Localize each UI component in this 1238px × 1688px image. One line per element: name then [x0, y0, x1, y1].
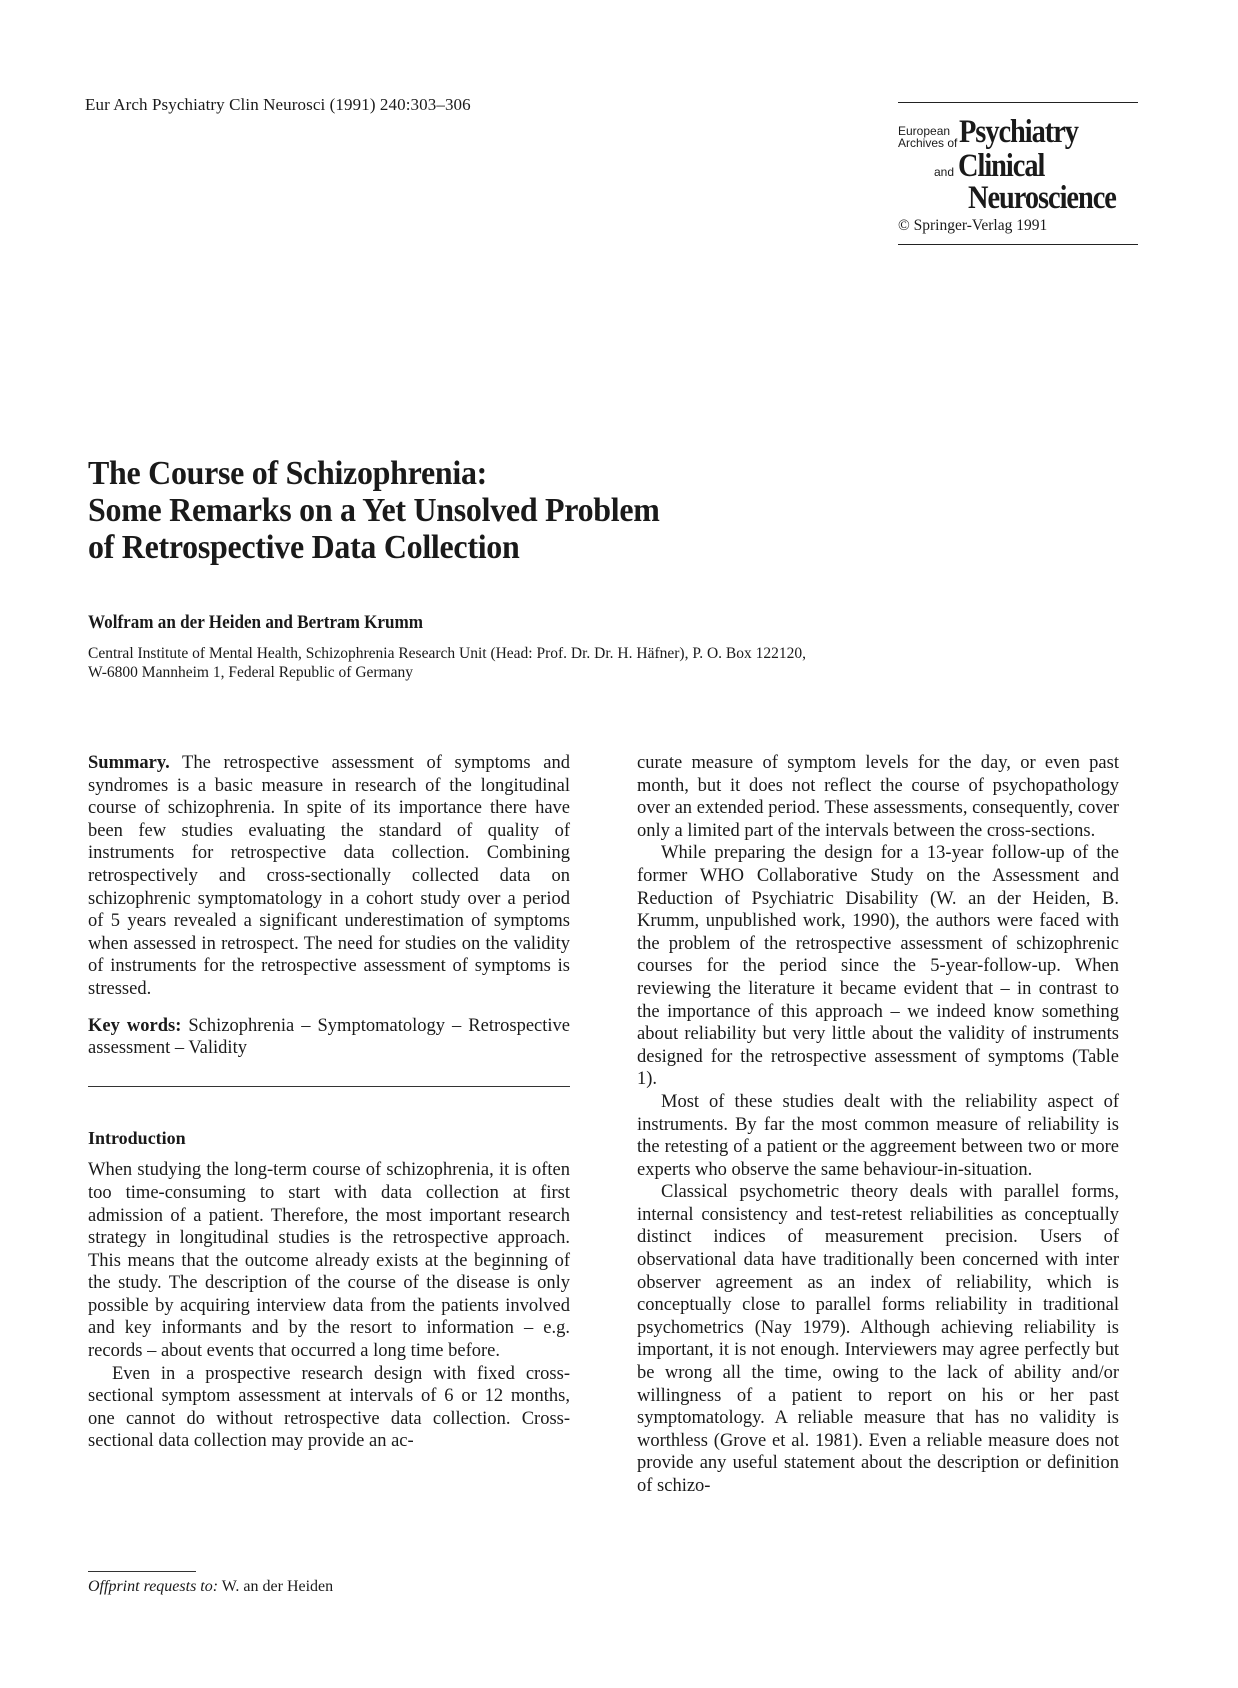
article-title — [88, 455, 696, 566]
keywords-text: Schizophrenia – Symptomatology – Retrospective assessment – Validity — [88, 1015, 570, 1059]
authors: Wolfram an der Heiden and Bertram Krumm — [88, 612, 424, 633]
summary-label: Summary. — [88, 753, 170, 773]
body-paragraph: curate measure of symptom levels for the day, or even past month, but it does not reflect the course of psychopathology over an extended period. These assessments, consequently, cover only a limited part of the intervals between the cross-sections. — [637, 753, 1119, 841]
introduction-heading: Introduction — [88, 1127, 186, 1148]
masthead-neuroscience: Neuroscience — [968, 180, 1116, 216]
footnote-rule — [88, 1571, 196, 1572]
affiliation-line: W-6800 Mannheim 1, Federal Republic of Germany — [88, 664, 413, 681]
title-line: Some Remarks on a Yet Unsolved Problem — [88, 492, 660, 529]
right-column — [637, 752, 1119, 1498]
body-paragraph: Even in a prospective research design with fixed cross-sectional symptom assessment at intervals of 6 or 12 months, one cannot do without retrospective data collection. Cross-sectional data collection may provide an ac- — [88, 1363, 570, 1452]
affiliation — [88, 644, 1048, 682]
masthead-psychiatry: Psychiatry — [959, 114, 1079, 150]
copyright-notice: © Springer-Verlag 1991 — [898, 217, 1048, 234]
footnote-text: W. an der Heiden — [218, 1578, 334, 1595]
body-paragraph: Most of these studies dealt with the reliability aspect of instruments. By far the most common measure of reliability is the retesting of a patient or the aggreement between two or more experts who observe the same behaviour-in-situation. — [637, 1091, 1119, 1180]
keywords-label: Key words: — [88, 1015, 182, 1036]
keywords-paragraph — [88, 1015, 570, 1060]
masthead-and: and — [934, 165, 955, 179]
body-paragraph: While preparing the design for a 13-year follow-up of the former WHO Collaborative Study on the Assessment and Reduction of Psychiatric Disability (W. an der Heiden, B. Krumm, unpublished work, 1990), the authors were faced with the problem of the retrospective assessment of schizophrenic courses for the period since the 5-year-follow-up. When reviewing the literature it became evident that – in contrast to the importance of this approach – we indeed know something about reliability but very little about the validity of instruments designed for the retrospective assessment of symptoms (Table 1). — [637, 843, 1119, 1090]
masthead-archives-of: Archives of — [898, 136, 958, 150]
masthead-bottom-rule — [898, 244, 1138, 245]
summary-text: The retrospective assessment of symptoms and syndromes is a basic measure in research of the longitudinal course of schizophrenia. In spite of its importance there have been few studies evaluating the standard of quality of instruments for retrospective data collection. Combining retrospectively and cross-sectionally collected data on schizophrenic symptomatology in a cohort study over a period of 5 years revealed a significant underestimation of symptoms when assessed in retrospect. The need for studies on the validity of instruments for the retrospective assessment of symptoms is stressed. — [88, 753, 570, 999]
footnote-label: Offprint requests to: — [88, 1578, 219, 1595]
body-paragraph: When studying the long-term course of schizophrenia, it is often too time-consuming to start with data collection at first admission of a patient. Therefore, the most important research strategy in longitudinal studies is the retrospective approach. This means that the outcome already exists at the beginning of the study. The description of the course of the disease is only possible by acquiring interview data from the patients involved and key informants and by the resort to information – e.g. records – about events that occurred a long time before. — [88, 1160, 570, 1362]
title-line: The Course of Schizophrenia: — [88, 455, 488, 492]
title-line: of Retrospective Data Collection — [88, 529, 520, 566]
masthead-top-rule — [898, 102, 1138, 103]
journal-citation: Eur Arch Psychiatry Clin Neurosci (1991) 240:303–306 — [85, 95, 471, 114]
affiliation-line: Central Institute of Mental Health, Schizophrenia Research Unit (Head: Prof. Dr. Dr. H. Häfner), P. O. Box 122120, — [88, 645, 807, 662]
left-column — [88, 752, 570, 1453]
masthead-clinical: Clinical — [958, 148, 1045, 184]
section-divider — [88, 1086, 570, 1087]
body-paragraph: Classical psychometric theory deals with parallel forms, internal consistency and test-retest reliabilities as conceptually distinct indices of measurement precision. Users of observational data have traditionally been concerned with inter observer agreement as an index of reliability, which is conceptually close to parallel forms reliability in traditional psychometrics (Nay 1979). Although achieving reliability is important, it is not enough. Interviewers may agree perfectly but be wrong all the time, owing to the lack of ability and/or willingness of a patient to report on his or her past symptomatology. A reliable measure that has no validity is worthless (Grove et al. 1981). Even a reliable measure does not provide any useful statement about the description or definition of schizo- — [637, 1182, 1119, 1496]
offprint-footnote — [88, 1578, 333, 1596]
summary-paragraph — [88, 752, 570, 1001]
masthead-european: European — [898, 124, 951, 138]
